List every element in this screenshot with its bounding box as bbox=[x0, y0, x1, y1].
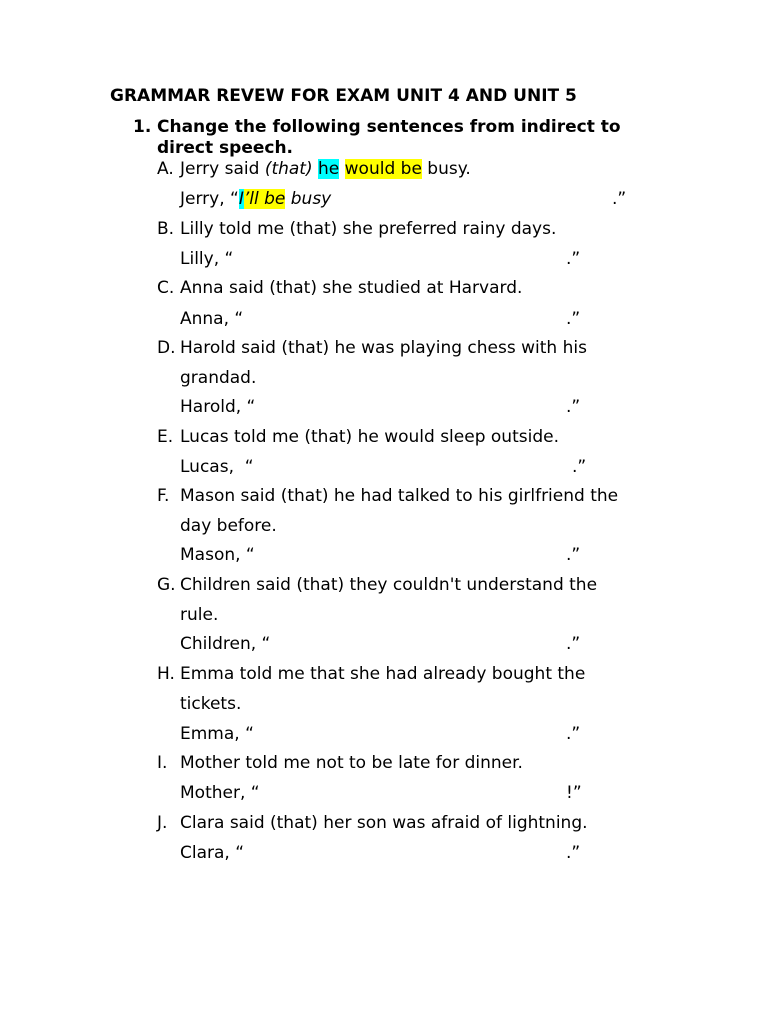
item-a-post: busy. bbox=[421, 159, 471, 179]
item-i-sentence: Mother told me not to be late for dinner. bbox=[180, 753, 523, 773]
item-b-speaker: Lilly, “ bbox=[180, 249, 234, 269]
item-a-answer-busy: busy bbox=[285, 189, 332, 209]
item-a-he-highlight: he bbox=[318, 159, 340, 179]
item-j-letter: J. bbox=[157, 813, 168, 833]
item-h-sentence-line1: Emma told me that she had already bought the bbox=[180, 664, 586, 684]
item-f-letter: F. bbox=[157, 486, 170, 506]
item-a-pre: Jerry said bbox=[180, 159, 265, 179]
item-h-sentence-line2: tickets. bbox=[180, 694, 242, 714]
item-a-answer bbox=[180, 188, 331, 210]
item-d-speaker: Harold, “ bbox=[180, 397, 256, 417]
question-instruction: Change the following sentences from indirect to direct speech. bbox=[157, 117, 621, 158]
item-a-speaker: Jerry, “ bbox=[180, 189, 239, 209]
item-e-speaker: Lucas, “ bbox=[180, 457, 254, 477]
item-g-sentence-line2: rule. bbox=[180, 605, 219, 625]
item-i-close: !” bbox=[566, 783, 582, 803]
item-f-close: .” bbox=[566, 545, 581, 565]
item-c-letter: C. bbox=[157, 278, 175, 298]
item-e-letter: E. bbox=[157, 427, 174, 447]
item-j-close: .” bbox=[566, 843, 581, 863]
item-e-close: .” bbox=[572, 457, 587, 477]
item-a-letter: A. bbox=[157, 159, 174, 179]
item-h-speaker: Emma, “ bbox=[180, 724, 254, 744]
item-i-letter: I. bbox=[157, 753, 168, 773]
item-b-letter: B. bbox=[157, 219, 175, 239]
item-f-sentence-line2: day before. bbox=[180, 516, 277, 536]
item-a-that: (that) bbox=[264, 159, 313, 179]
item-i-speaker: Mother, “ bbox=[180, 783, 260, 803]
item-c-speaker: Anna, “ bbox=[180, 309, 244, 329]
item-a-would-be-highlight: would be bbox=[344, 159, 422, 179]
item-d-sentence-line2: grandad. bbox=[180, 368, 257, 388]
item-c-sentence: Anna said (that) she studied at Harvard. bbox=[180, 278, 523, 298]
item-g-speaker: Children, “ bbox=[180, 634, 271, 654]
item-b-close: .” bbox=[566, 249, 581, 269]
item-h-letter: H. bbox=[157, 664, 175, 684]
item-j-sentence: Clara said (that) her son was afraid of lightning. bbox=[180, 813, 588, 833]
item-a-sentence bbox=[180, 158, 471, 180]
item-e-sentence: Lucas told me (that) he would sleep outside. bbox=[180, 427, 559, 447]
item-c-close: .” bbox=[566, 309, 581, 329]
item-a-answer-i-highlight: I bbox=[238, 189, 244, 209]
item-g-sentence-line1: Children said (that) they couldn't understand the bbox=[180, 575, 598, 595]
item-j-speaker: Clara, “ bbox=[180, 843, 245, 863]
page-title: GRAMMAR REVEW FOR EXAM UNIT 4 AND UNIT 5 bbox=[110, 86, 577, 106]
item-d-sentence-line1: Harold said (that) he was playing chess with his bbox=[180, 338, 587, 358]
item-a-close: .” bbox=[612, 189, 627, 209]
item-f-sentence-line1: Mason said (that) he had talked to his girlfriend the bbox=[180, 486, 619, 506]
item-d-letter: D. bbox=[157, 338, 176, 358]
item-b-sentence: Lilly told me (that) she preferred rainy days. bbox=[180, 219, 557, 239]
item-d-close: .” bbox=[566, 397, 581, 417]
item-a-answer-be-highlight: ’ll be bbox=[243, 189, 286, 209]
item-h-close: .” bbox=[566, 724, 581, 744]
item-g-letter: G. bbox=[157, 575, 176, 595]
question-number: 1. bbox=[133, 117, 152, 137]
item-f-speaker: Mason, “ bbox=[180, 545, 255, 565]
item-g-close: .” bbox=[566, 634, 581, 654]
